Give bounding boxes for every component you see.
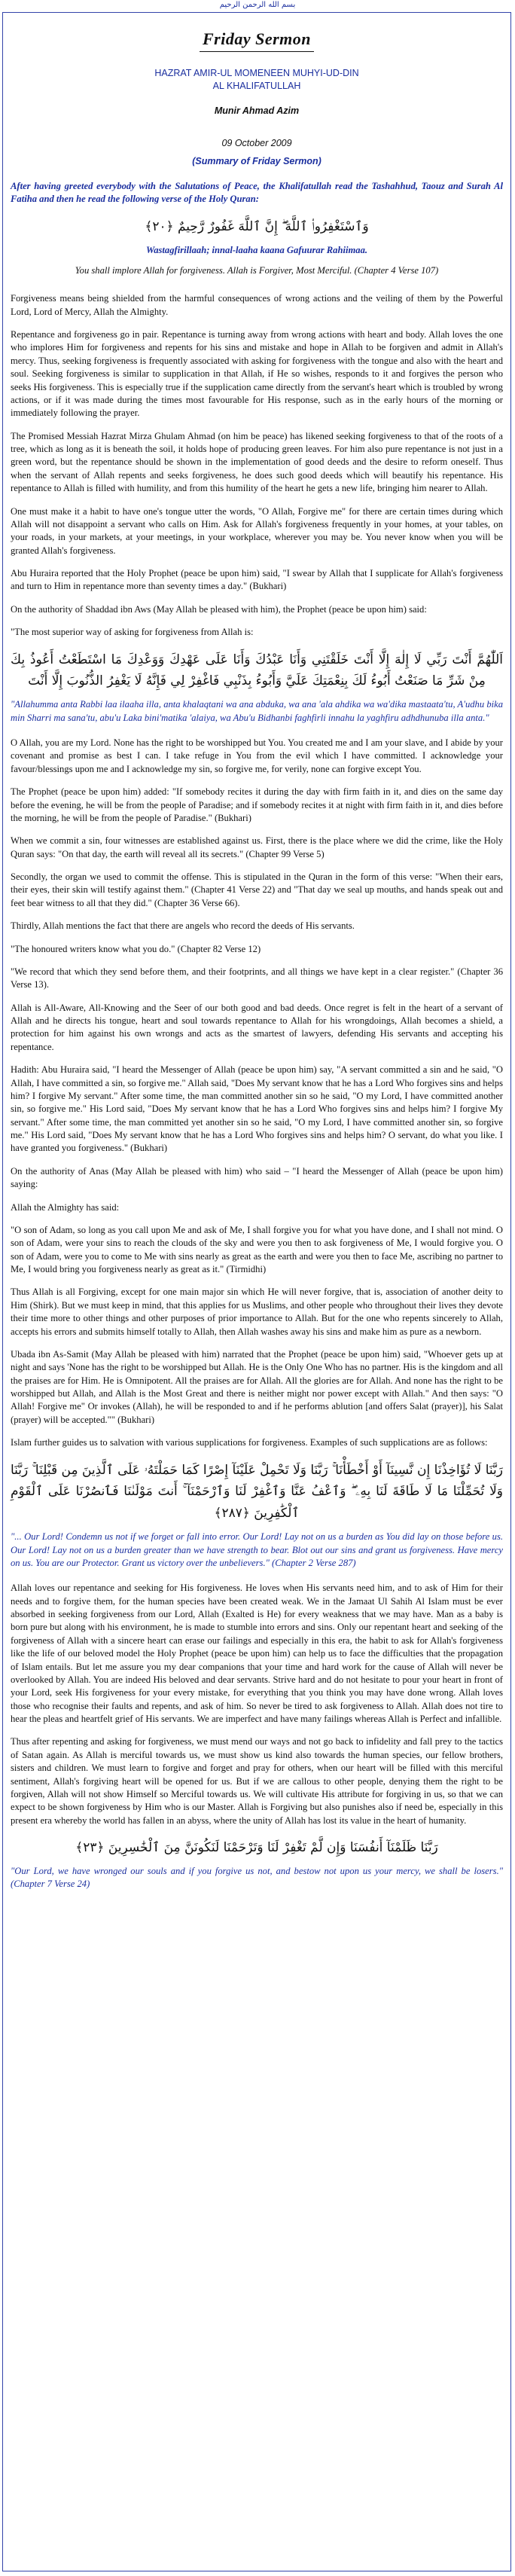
verse-2-arabic: رَبَّنَا لَا تُؤَاخِذْنَا إِن نَّسِينَآ أَوْ أَخْطَأْنَا ۚ رَبَّنَا وَلَا تَحْمِلْ عَلَيْنَآ إِصْرًا كَمَا حَمَلْتَهُۥ عَلَى ٱلَّذِينَ مِن قَبْلِنَا ۚ رَبَّنَا وَلَا تُحَمِّلْنَا مَا لَا طَاقَةَ لَنَا بِهِۦ ۖ وَٱعْفُ عَنَّا وَٱغْفِرْ لَنَا وَٱرْحَمْنَآ ۚ أَنتَ مَوْلَىٰنَا فَٱنصُرْنَا عَلَى ٱلْقَوْمِ ٱلْكَٰفِرِينَ ﴿٢٨٧﴾ <box>11 1462 503 1521</box>
sermon-content <box>3 13 510 1891</box>
intro-paragraph: After having greeted everybody with the Salutations of Peace, the Khalifatullah read the Tashahhud, Taouz and Surah Al Fatiha and then he read the following verse of the Holy Quran: <box>11 180 503 205</box>
paragraph: "The most superior way of asking for forgiveness from Allah is: <box>11 627 254 638</box>
paragraph: "The honoured writers know what you do." (Chapter 82 Verse 12) <box>11 943 261 954</box>
paragraph: Allah is All-Aware, All-Knowing and the Seer of our both good and bad deeds. Once regret is felt in the heart of a servant of Allah and he directs his tongue, heart and soul towards repentance to Allah for his wrongdoings, Allah becomes a shield, a protection for him against his own wrongs and acts as the smartest of lawyers, defending His servants and accepting his repentance. <box>11 1002 503 1052</box>
paragraph: "O son of Adam, so long as you call upon Me and ask of Me, I shall forgive you for what you have done, and I shall not mind. O son of Adam, were your sins to reach the clouds of the sky and were you then to ask forgiveness of Me, I would forgive you. O son of Adam, were you to come to Me with sins nearly as great as the earth and were you then to face Me, ascribing no partner to Me, I would bring you forgiveness nearly as great as it." (Tirmidhi) <box>11 1224 503 1275</box>
paragraph: Thus Allah is all Forgiving, except for one main major sin which He will never forgive, that is, association of another deity to Him (Shirk). But we must keep in mind, that this applies for us Muslims, and other people who throughout their lives they devote their time more to other things and other purposes of prior importance to Allah. But for the one who repents sincerely to Allah, accepts his errors and submits himself totally to Allah, then Allah washes away his sins and make him as pure as a newborn. <box>11 1286 503 1337</box>
paragraph: The Prophet (peace be upon him) added: "If somebody recites it during the day with firm faith in it, and dies on the same day before the evening, he will be from the people of Paradise; and if somebody recites it at night with firm faith in it, and dies before the morning, he will be from the people of Paradise." (Bukhari) <box>11 786 503 823</box>
paragraph: Forgiveness means being shielded from the harmful consequences of wrong actions and the veiling of them by the Powerful Lord, Lord of Mercy, Allah the Almighty. <box>11 293 503 317</box>
paragraph: The Promised Messiah Hazrat Mirza Ghulam Ahmad (on him be peace) has likened seeking forgiveness to that of the roots of a tree, which as long as it is beneath the soil, it holds hope of producing green leaves. For him also pure repentance is not just in a green word, but the repentance should be shown in the implementation of good deeds and the desire to reform oneself. Thus when the servant of Allah repents and seeks forgiveness, he does such good deeds which will beautify his repentance. His repentance to Allah is filled with humility, and from this humility of the heart he gets a new life, bringing him nearer to Allah. <box>11 430 503 494</box>
supplication-arabic: اَللّٰهُمَّ أَنْتَ رَبِّي لَا إِلٰهَ إِلَّا أَنْتَ خَلَقْتَنِي وَأَنَا عَبْدُكَ وَأَنَا عَلَى عَهْدِكَ وَوَعْدِكَ مَا اسْتَطَعْتُ أَعُوذُ بِكَ مِنْ شَرِّ مَا صَنَعْتُ أَبُوءُ لَكَ بِنِعْمَتِكَ عَلَيَّ وَأَبُوءُ بِذَنْبِي فَاغْفِرْ لِي فَإِنَّهُ لَا يَغْفِرُ الذُّنُوبَ إِلَّا أَنْتَ <box>11 652 503 689</box>
paragraph: On the authority of Anas (May Allah be pleased with him) who said – "I heard the Messenger of Allah (peace be upon him) saying: <box>11 1165 503 1190</box>
paragraph: On the authority of Shaddad ibn Aws (May Allah be pleased with him), the Prophet (peace be upon him) said: <box>11 603 427 615</box>
paragraph: Ubada ibn As-Samit (May Allah be pleased with him) narrated that the Prophet (peace be upon him) said, "Whoever gets up at night and says 'None has the right to be worshipped but Allah. He is the Only One Who has no partner. His is the kingdom and all the praises are for Him. He is Omnipotent. All the praises are for Allah. All the glories are for Allah. And none has the right to be worshipped but Allah, and Allah is the Most Great and there is neither might nor power except with Allah." And then says: "O Allah! Forgive me" Or invokes (Allah), he will be responded to and if he performs ablution [and offers Salat (prayer)], his Salat (prayer) will be accepted."" (Bukhari) <box>11 1348 503 1425</box>
verse-3-translation: "Our Lord, we have wronged our souls and if you forgive us not, and bestow not upon us your mercy, we shall be losers." (Chapter 7 Verse 24) <box>11 1865 503 1890</box>
basmala-header: بسم الله الرحمن الرحيم <box>219 1 296 9</box>
verse-1-arabic: وَٱسْتَغْفِرُوا۟ ٱللَّهَ ۖ إِنَّ ٱللَّهَ غَفُورٌ رَّحِيمٌ ﴿٢٠﴾ <box>145 218 369 234</box>
author-name: Munir Ahmad Azim <box>214 105 300 117</box>
verse-3-arabic: رَبَّنَا ظَلَمْنَآ أَنفُسَنَا وَإِن لَّمْ تَغْفِرْ لَنَا وَتَرْحَمْنَا لَنَكُونَنَّ مِنَ ٱلْخَٰسِرِينَ ﴿٢٣﴾ <box>75 1840 438 1856</box>
paragraph: Repentance and forgiveness go in pair. Repentance is turning away from wrong actions with heart and body. Allah loves the one who implores Him for forgiveness and repents for his sins and mistake and hope in Allah to be forgiven and admit in Allah's mercy. Thus, seeking forgiveness is frequently associated with asking for forgiveness with the tongue and also with the heart and soul. Seeking forgiveness is similar to supplication in that Allah, if He so wishes, responds to it and forgives the person who seeks His forgiveness. This is especially true if the supplication came directly from the servant's heart which is troubled by wrong actions, or if it was made during the times most favourable for His response, such as in the early hours of the morning or immediately following the prayer. <box>11 329 503 419</box>
org-line-2: AL KHALIFATULLAH <box>212 81 301 92</box>
paragraph: Allah the Almighty has said: <box>11 1201 120 1213</box>
page-frame <box>2 12 511 2571</box>
paragraph: Secondly, the organ we used to commit the offense. This is stipulated in the Quran in the form of this verse: "When their ears, their eyes, their skin will testify against them." (Chapter 41 Verse 22) and "That day we seal up mouths, and hands speak out and feet bear witness to all that they did." (Chapter 36 Verse 66). <box>11 871 503 908</box>
paragraph: Abu Huraira reported that the Holy Prophet (peace be upon him) said, "I swear by Allah that I supplicate for Allah's forgiveness and turn to Him in repentance more than seventy times a day." (Bukhari) <box>11 568 503 592</box>
paragraph: Thus after repenting and asking for forgiveness, we must mend our ways and not go back to infidelity and fall prey to the tactics of Satan again. As Allah is merciful towards us, we must show us kind also towards the human species, our fellow brothers, sisters and children. We must learn to forgive and forget and pray for others, when our heart will be filled with this merciful sentiment, Allah's forgiving heart will be opened for us. But if we are callous to other people, denying them the right to be forgiven, Allah will not show Himself so Merciful towards us. We will cultivate His attribute for forgiving in us, so that we can expect to be shown forgiveness by Him who is our Master. Allah is Forgiving but also punishes also if need be, especially in this present era whereby the world has fallen in an abyss, where the unity of Allah has lost its value in the heart of humanity. <box>11 1736 503 1826</box>
paragraph: When we commit a sin, four witnesses are established against us. First, there is the place where we did the crime, like the Holy Quran says: "On that day, the earth will reveal all its secrets." (Chapter 99 Verse 5) <box>11 835 503 859</box>
org-line-1: HAZRAT AMIR-UL MOMENEEN MUHYI-UD-DIN <box>154 68 359 79</box>
sermon-date: 09 October 2009 <box>221 138 292 149</box>
title-wrapper <box>11 17 503 67</box>
paragraph: Thirdly, Allah mentions the fact that there are angels who record the deeds of His servants. <box>11 920 355 932</box>
paragraph: Hadith: Abu Huraira said, "I heard the Messenger of Allah (peace be upon him) say, "A servant committed a sin and he said, "O Allah, I have committed a sin, so forgive me." Allah said, "Does My servant know that he has a Lord Who forgives sins and helps him? I forgive My servant." After some time, the man committed another sin so he said, "O my Lord, I have committed another sin, so forgive me." His Lord said, "Does My servant know that he has a Lord Who forgives sins and helps him? I forgive My servant." After some time, the man committed yet another sin so he said, "O my Lord, I have committed another sin, so forgive me." His Lord said, "Does My servant know that he has a Lord Who forgives sins and helps him? O servant, do what you like. I have granted you forgiveness." (Bukhari) <box>11 1064 503 1154</box>
paragraph: "We record that which they send before them, and their footprints, and all things we have kept in a clear register." (Chapter 36 Verse 13). <box>11 966 503 990</box>
paragraph: Allah loves our repentance and seeking for His forgiveness. He loves when His servants need him, and to ask of Him for their needs and to forgive them, for the human species have been created weak. We in the Jamaat Ul Sahih Al Islam must be ever absorbed in seeking forgiveness from our Lord, Allah (Exalted is He) for every weakness that we may have. Man as a baby is born pure but along with his environment, he is made to stumble into errors and sins. Only our repentant heart and seeking of the forgiveness of Allah with a sincere heart can erase our failings and especially in this era, the habit to ask for Allah's forgiveness like the life of our beloved model the Holy Prophet (peace be upon him) can help us to face the difficulties that the propagation of Islam entails. But let me assure you my dear companions that your time and hard work for the cause of Allah will never be overlooked by Allah. You are indeed His beloved and dear servants. Strive hard and do not hesitate to pour your heart in front of your Lord, seek His forgiveness for your every mistake, for everything that you think you may have done wrong. Allah loves those who recognise their faults and repents, and ask of him. So never be tired to ask forgiveness to Allah. Allah does not tire to hear the pleas and heartfelt grief of His servants. We are imperfect and have many failings whereas Allah is Perfect and infallible. <box>11 1583 503 1725</box>
verse-2-translation: "... Our Lord! Condemn us not if we forget or fall into error. Our Lord! Lay not on us a burden as You did lay on those before us. Our Lord! Lay not on us a burden greater than we have strength to bear. Blot out our sins and grant us forgiveness. Have mercy on us. You are our Protector. Grant us victory over the unbelievers." (Chapter 2 Verse 287) <box>11 1531 503 1568</box>
paragraph: One must make it a habit to have one's tongue utter the words, "O Allah, Forgive me" for there are certain times during which Allah will not disappoint a servant who calls on Him. Ask for Allah's forgiveness frequently in your homes, at your tables, on your roads, in your markets, at your meetings, in your workplace, wherever you may be. You never know when you will be granted Allah's forgiveness. <box>11 505 503 556</box>
verse-1-transliteration: Wastagfirillaah; innal-laaha kaana Gafuurar Rahiimaa. <box>145 244 368 255</box>
paragraph: Islam further guides us to salvation with various supplications for forgiveness. Examples of such supplications are as follows: <box>11 1437 488 1448</box>
page-title: Friday Sermon <box>200 28 314 52</box>
supplication-transliteration: "Allahumma anta Rabbi laa ilaaha illa, anta khalaqtani wa ana abduka, wa ana 'ala ahdika wa wa'dika mastaata'tu, A'udhu bika min Sharri ma sana'tu, abu'u Laka bini'matika 'alaiya, wa Abu'u Bidhanbi faghfirli innahu la yaghfiru adhdhunuba illa anta." <box>11 699 503 723</box>
paragraph: O Allah, you are my Lord. None has the right to be worshipped but You. You created me and I am your slave, and I abide by your covenant and promise as best I can. I take refuge in You from the evil which I have committed. I acknowledge your favour/blessings upon me and I acknowledge my sin, so forgive me, for verily, none can forgive except You. <box>11 737 503 774</box>
summary-label: (Summary of Friday Sermon) <box>192 155 321 166</box>
verse-1-translation: You shall implore Allah for forgiveness. Allah is Forgiver, Most Merciful. (Chapter 4 Verse 107) <box>75 264 439 276</box>
